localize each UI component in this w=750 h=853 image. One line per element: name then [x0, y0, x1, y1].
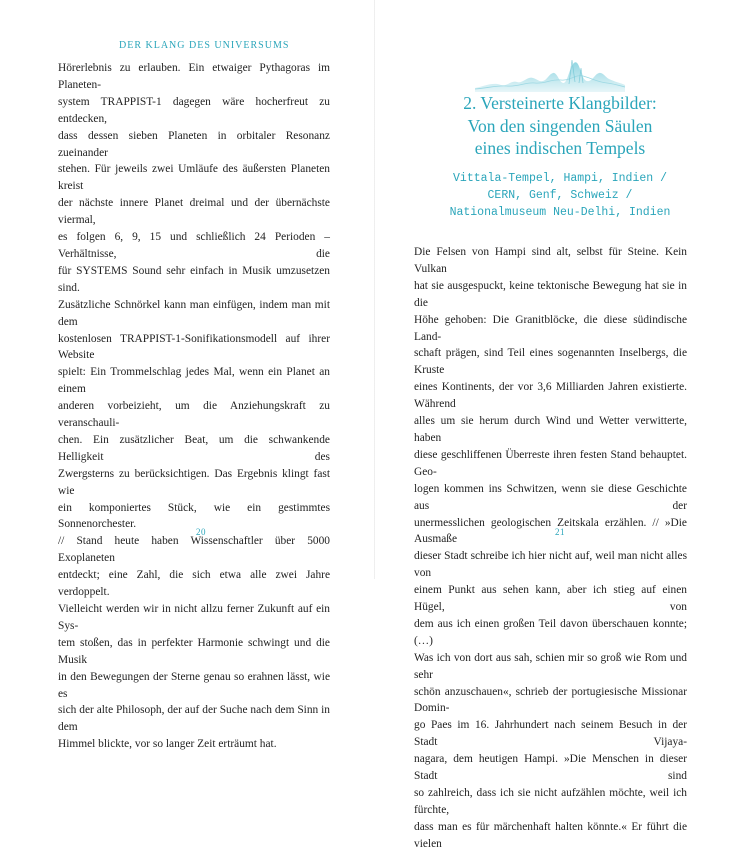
text-line: für SYSTEMS Sound sehr einfach in Musik umzusetzen sind. [58, 264, 330, 294]
sound-wave-illustration [475, 52, 625, 92]
text-line: so zahlreich, dass ich sie nicht aufzählen möchte, weil ich fürchte, [414, 787, 687, 816]
text-line: nagara, dem heutigen Hampi. »Die Menschen in dieser Stadt sind [414, 753, 687, 783]
text-line: spielt: Ein Trommelschlag jedes Mal, wenn ein Planet an einem [58, 366, 330, 396]
text-line: sich der alte Philosoph, der auf der Suche nach dem Sinn in dem [58, 704, 330, 734]
text-line: unermesslichen geologischen Zeitskala erzählen. // »Die Ausmaße [414, 516, 687, 546]
text-line: es folgen 6, 9, 15 und schließlich 24 Perioden – Verhältnisse, die [58, 231, 330, 260]
text-line: tem stoßen, das in perfekter Harmonie schwingt und die Musik [58, 636, 330, 666]
page-number: 20 [196, 527, 206, 537]
text-line: Zwergsterns zu berücksichtigen. Das Ergebnis klingt fast wie [58, 467, 330, 497]
text-line: diese geschliffenen Überreste ihren festen Stand behauptet. Geo- [414, 448, 687, 478]
chapter-title-line: 2. Versteinerte Klangbilder: [463, 93, 657, 113]
location-line: Nationalmuseum Neu-Delhi, Indien [449, 206, 671, 219]
text-line: Hörerlebnis zu erlauben. Ein etwaiger Pythagoras im Planeten- [58, 62, 330, 91]
text-line: Was ich von dort aus sah, schien mir so groß wie Rom und sehr [414, 651, 687, 681]
text-line: anderen vorbeizieht, um die Anziehungskraft zu veranschauli- [58, 400, 330, 430]
right-body-text [414, 244, 687, 853]
text-line: Himmel blickte, vor so langer Zeit erträumt hat. [58, 738, 277, 751]
text-line: Vielleicht werden wir in nicht allzu ferner Zukunft auf ein Sys- [58, 603, 330, 632]
text-line: Zusätzliche Schnörkel kann man einfügen, indem man mit dem [58, 298, 330, 328]
text-line: einem Punkt aus sehen kann, aber ich stieg auf einen Hügel, von [414, 584, 687, 614]
left-body-text [58, 60, 330, 753]
text-line: stehen. Für jeweils zwei Umläufe des äußersten Planeten kreist [58, 163, 330, 193]
chapter-title-line: eines indischen Tempels [474, 138, 646, 158]
location-line: CERN, Genf, Schweiz / [487, 189, 633, 202]
text-line: system TRAPPIST-1 dagegen wäre hocherfreut zu entdecken, [58, 95, 330, 125]
chapter-locations [415, 170, 705, 221]
text-line: eines Kontinents, der vor 3,6 Milliarden Jahren existierte. Während [414, 381, 687, 411]
text-line: in den Bewegungen der Sterne genau so erahnen lässt, wie es [58, 670, 330, 700]
text-line: schön anzuschauen«, schrieb der portugiesische Missionar Domin- [414, 685, 687, 715]
text-line: ein komponiertes Stück, wie ein gestimmtes Sonnenorchester. [58, 501, 330, 531]
text-line: chen. Ein zusätzlicher Beat, um die schwankende Helligkeit des [58, 433, 330, 463]
left-page [0, 0, 375, 751]
text-line: dem aus ich einen großen Teil davon überschauen konnte; (…) [414, 617, 687, 647]
text-line: dass man es für märchenhaft halten könnte.« Er führt die vielen [414, 820, 687, 850]
text-line: der nächste innere Planet dreimal und der übernächste viermal, [58, 197, 330, 227]
running-head: DER KLANG DES UNIVERSUMS [119, 40, 290, 51]
text-line: entdeckt; eine Zahl, die sich etwa alle zwei Jahre verdoppelt. [58, 569, 330, 599]
text-line: kostenlosen TRAPPIST-1-Sonifikationsmodell auf ihrer Website [58, 332, 330, 362]
text-line: dieser Stadt schreibe ich hier nicht auf, weil man nicht alles von [414, 550, 687, 580]
chapter-title-line: Von den singenden Säulen [467, 115, 653, 136]
text-line: go Paes im 16. Jahrhundert nach seinem Besuch in der Stadt Vijaya- [414, 719, 687, 749]
chapter-title [415, 92, 705, 160]
page-number: 21 [555, 527, 565, 537]
text-line: dass dessen sieben Planeten in orbitaler Resonanz zueinander [58, 129, 330, 159]
text-line: schaft prägen, sind Teil eines sogenannten Inselbergs, die Kruste [414, 347, 687, 377]
text-line: hat sie ausgespuckt, keine tektonische Bewegung hat sie in die [414, 279, 687, 309]
right-page [375, 0, 750, 850]
location-line: Vittala-Tempel, Hampi, Indien / [453, 172, 667, 185]
text-line: alles um sie herum durch Wind und Wetter verwitterte, haben [414, 415, 687, 444]
text-line: Höhe gehoben: Die Granitblöcke, die diese südindische Land- [414, 313, 687, 343]
text-line: Die Felsen von Hampi sind alt, selbst für Steine. Kein Vulkan [414, 246, 687, 275]
text-line: logen kommen ins Schwitzen, wenn sie diese Geschichte aus der [414, 482, 687, 512]
text-line: // Stand heute haben Wissenschaftler über 5000 Exoplaneten [58, 535, 330, 565]
